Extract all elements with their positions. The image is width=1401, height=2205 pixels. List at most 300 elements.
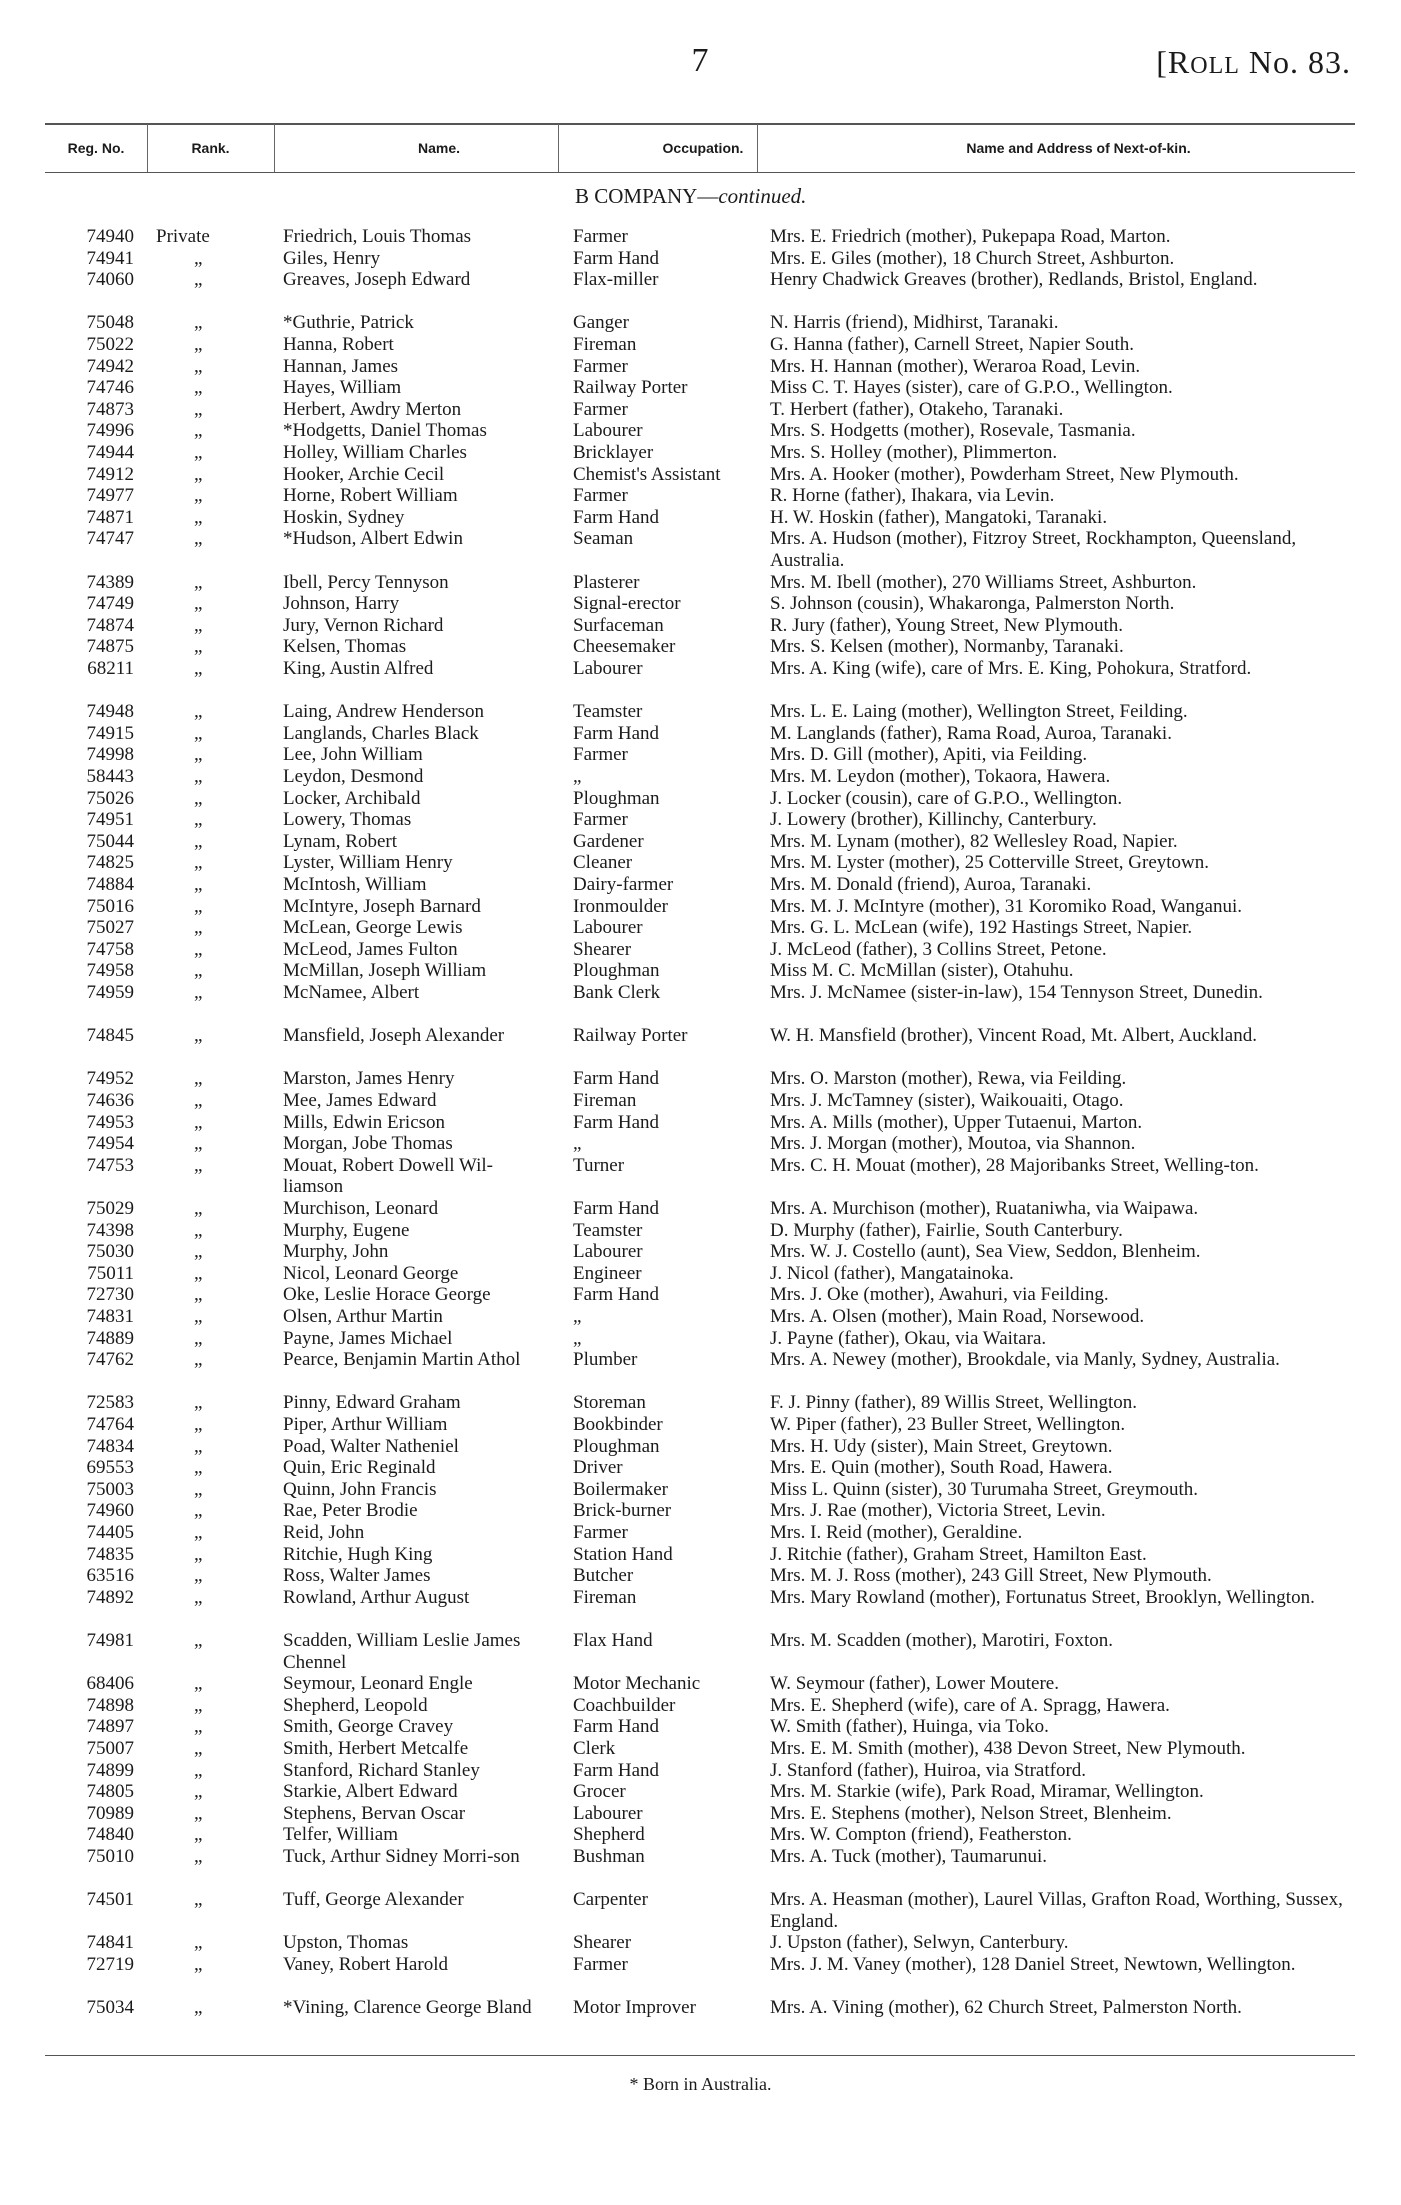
next-of-kin: G. Hanna (father), Carnell Street, Napier South. bbox=[770, 334, 1135, 355]
next-of-kin: J. Ritchie (father), Graham Street, Hamilton East. bbox=[770, 1543, 1147, 1565]
occupation: Bushman bbox=[573, 1846, 645, 1867]
reg-number: 74981 bbox=[86, 1630, 134, 1651]
rank: „ bbox=[194, 982, 203, 1003]
soldier-name: Nicol, Leonard George bbox=[283, 1262, 459, 1284]
rank: „ bbox=[194, 1284, 203, 1306]
occupation: Teamster bbox=[573, 1219, 643, 1241]
next-of-kin: Mrs. M. Leydon (mother), Tokaora, Hawera. bbox=[770, 766, 1111, 787]
occupation: Driver bbox=[573, 1457, 623, 1479]
occupation: Ploughman bbox=[573, 960, 660, 982]
rank: „ bbox=[194, 571, 203, 593]
next-of-kin: F. J. Pinny (father), 89 Willis Street, Wellington. bbox=[770, 1392, 1138, 1414]
rank: „ bbox=[194, 377, 203, 399]
soldier-name: Tuck, Arthur Sidney Morri-son bbox=[283, 1846, 520, 1867]
rank: „ bbox=[194, 1802, 203, 1824]
soldier-name: Ritchie, Hugh King bbox=[283, 1543, 433, 1565]
next-of-kin: Mrs. A. Hooker (mother), Powderham Street, New Plymouth. bbox=[770, 463, 1239, 485]
reg-number: 74060 bbox=[86, 269, 134, 291]
reg-number: 75048 bbox=[86, 312, 134, 334]
next-of-kin: Mrs. S. Kelsen (mother), Normanby, Taranaki. bbox=[770, 636, 1124, 658]
soldier-name: Friedrich, Louis Thomas bbox=[283, 226, 472, 247]
next-of-kin: Mrs. A. Olsen (mother), Main Road, Norsewood. bbox=[770, 1306, 1145, 1327]
next-of-kin: Mrs. E. Giles (mother), 18 Church Street, Ashburton. bbox=[770, 247, 1175, 269]
next-of-kin: Henry Chadwick Greaves (brother), Redlands, Bristol, England. bbox=[770, 269, 1258, 291]
rank: „ bbox=[194, 593, 203, 615]
header-divider bbox=[757, 124, 758, 172]
rank: „ bbox=[194, 1673, 203, 1695]
next-of-kin: Mrs. E. Shepherd (wife), care of A. Spragg, Hawera. bbox=[770, 1694, 1170, 1716]
occupation: Cleaner bbox=[573, 852, 633, 874]
reg-number: 75026 bbox=[86, 787, 134, 809]
rank: „ bbox=[194, 442, 203, 463]
occupation: Turner bbox=[573, 1154, 625, 1176]
reg-number: 75010 bbox=[86, 1846, 134, 1867]
rank: „ bbox=[194, 1586, 203, 1608]
reg-number: 74835 bbox=[86, 1543, 134, 1565]
soldier-name: Quinn, John Francis bbox=[283, 1478, 437, 1500]
reg-number: 75007 bbox=[86, 1738, 134, 1759]
soldier-name: Murphy, John bbox=[283, 1241, 389, 1263]
next-of-kin: W. H. Mansfield (brother), Vincent Road, Mt. Albert, Auckland. bbox=[770, 1025, 1257, 1047]
next-of-kin: Mrs. W. Compton (friend), Featherston. bbox=[770, 1824, 1072, 1846]
occupation: Chemist's Assistant bbox=[573, 463, 721, 485]
reg-number: 74762 bbox=[86, 1349, 134, 1371]
occupation: Farm Hand bbox=[573, 1759, 660, 1781]
next-of-kin: Mrs. M. Donald (friend), Auroa, Taranaki. bbox=[770, 874, 1092, 895]
rank: „ bbox=[194, 355, 203, 377]
occupation: Motor Improver bbox=[573, 1997, 696, 2019]
soldier-name: *Guthrie, Patrick bbox=[283, 312, 414, 334]
reg-number: 75027 bbox=[86, 917, 134, 939]
rank: „ bbox=[194, 636, 203, 658]
rank: „ bbox=[194, 1306, 203, 1327]
reg-number: 74954 bbox=[86, 1133, 134, 1155]
header-rank: Rank. bbox=[191, 140, 230, 156]
rank: „ bbox=[194, 1457, 203, 1479]
rank: „ bbox=[194, 506, 203, 528]
occupation: Fireman bbox=[573, 1586, 637, 1608]
header-divider bbox=[558, 124, 559, 172]
next-of-kin: Mrs. M. Lynam (mother), 82 Wellesley Road, Napier. bbox=[770, 830, 1178, 852]
rank: „ bbox=[194, 1500, 203, 1522]
soldier-name: Starkie, Albert Edward bbox=[283, 1781, 458, 1803]
rank: „ bbox=[194, 1522, 203, 1543]
rank: „ bbox=[194, 1262, 203, 1284]
rank: „ bbox=[194, 917, 203, 939]
occupation: Farmer bbox=[573, 744, 628, 766]
rank: „ bbox=[194, 1349, 203, 1371]
rank: Private bbox=[156, 226, 210, 247]
rank: „ bbox=[194, 874, 203, 895]
header-divider bbox=[147, 124, 148, 172]
soldier-name: Seymour, Leonard Engle bbox=[283, 1673, 473, 1695]
soldier-name: Jury, Vernon Richard bbox=[283, 614, 444, 636]
reg-number: 74958 bbox=[86, 960, 134, 982]
next-of-kin: H. W. Hoskin (father), Mangatoki, Taranaki. bbox=[770, 506, 1108, 528]
soldier-name: Hanna, Robert bbox=[283, 334, 394, 355]
next-of-kin: Mrs. M. J. Ross (mother), 243 Gill Street, New Plymouth. bbox=[770, 1565, 1212, 1587]
occupation: Butcher bbox=[573, 1565, 634, 1587]
header-reg: Reg. No. bbox=[67, 140, 125, 156]
next-of-kin: Mrs. A. Vining (mother), 62 Church Street, Palmerston North. bbox=[770, 1997, 1242, 2019]
rank: „ bbox=[194, 614, 203, 636]
next-of-kin: Miss C. T. Hayes (sister), care of G.P.O., Wellington. bbox=[770, 377, 1173, 399]
occupation: Dairy-farmer bbox=[573, 874, 674, 895]
rank: „ bbox=[194, 1219, 203, 1241]
soldier-name: Mansfield, Joseph Alexander bbox=[283, 1025, 505, 1047]
reg-number: 74805 bbox=[86, 1781, 134, 1803]
soldier-name: Locker, Archibald bbox=[283, 787, 421, 809]
reg-number: 74977 bbox=[86, 485, 134, 507]
soldier-name: Payne, James Michael bbox=[283, 1327, 453, 1349]
reg-number: 74941 bbox=[86, 247, 134, 269]
reg-number: 75030 bbox=[86, 1241, 134, 1263]
next-of-kin: Mrs. H. Hannan (mother), Weraroa Road, Levin. bbox=[770, 355, 1141, 377]
rank: „ bbox=[194, 398, 203, 420]
occupation: Flax Hand bbox=[573, 1630, 653, 1651]
occupation: Bricklayer bbox=[573, 442, 654, 463]
rank: „ bbox=[194, 1694, 203, 1716]
reg-number: 58443 bbox=[86, 766, 134, 787]
soldier-name: Oke, Leslie Horace George bbox=[283, 1284, 491, 1306]
reg-number: 74405 bbox=[86, 1522, 134, 1543]
soldier-name: Morgan, Jobe Thomas bbox=[283, 1133, 453, 1155]
rank: „ bbox=[194, 658, 203, 679]
rank: „ bbox=[194, 1846, 203, 1867]
reg-number: 74951 bbox=[86, 809, 134, 831]
rank: „ bbox=[194, 1565, 203, 1587]
reg-number: 68406 bbox=[86, 1673, 134, 1695]
occupation: Labourer bbox=[573, 658, 643, 679]
soldier-name: Hannan, James bbox=[283, 355, 399, 377]
soldier-name: Telfer, William bbox=[283, 1824, 398, 1846]
reg-number: 74960 bbox=[86, 1500, 134, 1522]
occupation: „ bbox=[573, 1306, 582, 1327]
rank: „ bbox=[194, 1478, 203, 1500]
rank: „ bbox=[194, 722, 203, 744]
reg-number: 69553 bbox=[86, 1457, 134, 1479]
occupation: Shearer bbox=[573, 1932, 632, 1954]
occupation: Farmer bbox=[573, 485, 628, 507]
rank: „ bbox=[194, 1759, 203, 1781]
next-of-kin: Mrs. O. Marston (mother), Rewa, via Feilding. bbox=[770, 1068, 1127, 1090]
soldier-name: Reid, John bbox=[283, 1522, 365, 1543]
next-of-kin: Mrs. J. McTamney (sister), Waikouaiti, Otago. bbox=[770, 1090, 1124, 1111]
occupation: Labourer bbox=[573, 420, 643, 442]
soldier-name: Lyster, William Henry bbox=[283, 852, 453, 874]
next-of-kin: Mrs. A. Tuck (mother), Taumarunui. bbox=[770, 1846, 1047, 1867]
reg-number: 75016 bbox=[86, 895, 134, 917]
next-of-kin: Mrs. A. Mills (mother), Upper Tutaenui, Marton. bbox=[770, 1111, 1143, 1133]
rank: „ bbox=[194, 247, 203, 269]
occupation: Seaman bbox=[573, 528, 634, 550]
occupation: Boilermaker bbox=[573, 1478, 668, 1500]
rank: „ bbox=[194, 1997, 203, 2019]
soldier-name: McLeod, James Fulton bbox=[283, 938, 458, 960]
soldier-name: Smith, George Cravey bbox=[283, 1716, 454, 1738]
rank: „ bbox=[194, 1435, 203, 1457]
occupation: Ganger bbox=[573, 312, 629, 334]
soldier-name: Rae, Peter Brodie bbox=[283, 1500, 418, 1522]
soldier-name: Johnson, Harry bbox=[283, 593, 400, 615]
occupation: Plumber bbox=[573, 1349, 638, 1371]
footnote: * Born in Australia. bbox=[629, 2074, 772, 2094]
occupation: Fireman bbox=[573, 334, 637, 355]
next-of-kin: Mrs. A. Murchison (mother), Ruataniwha, via Waipawa. bbox=[770, 1198, 1199, 1219]
rank: „ bbox=[194, 1781, 203, 1803]
next-of-kin: J. Locker (cousin), care of G.P.O., Wellington. bbox=[770, 787, 1123, 809]
reg-number: 74749 bbox=[86, 593, 134, 615]
occupation: Farm Hand bbox=[573, 1284, 660, 1306]
occupation: Storeman bbox=[573, 1392, 646, 1414]
next-of-kin: Mrs. C. H. Mouat (mother), 28 Majoribanks Street, Welling-ton. bbox=[770, 1154, 1259, 1176]
occupation: Railway Porter bbox=[573, 1025, 688, 1047]
header-occupation: Occupation. bbox=[662, 140, 744, 156]
soldier-name: Stephens, Bervan Oscar bbox=[283, 1802, 466, 1824]
next-of-kin: J. Lowery (brother), Killinchy, Canterbury. bbox=[770, 809, 1097, 831]
rank: „ bbox=[194, 1241, 203, 1263]
occupation: Coachbuilder bbox=[573, 1694, 676, 1716]
rank: „ bbox=[194, 1198, 203, 1219]
next-of-kin: Mrs. M. Ibell (mother), 270 Williams Street, Ashburton. bbox=[770, 571, 1197, 593]
next-of-kin: R. Jury (father), Young Street, New Plymouth. bbox=[770, 614, 1124, 636]
next-of-kin: Mrs. S. Holley (mother), Plimmerton. bbox=[770, 442, 1058, 463]
reg-number: 74398 bbox=[86, 1219, 134, 1241]
reg-number: 74959 bbox=[86, 982, 134, 1003]
soldier-name: Herbert, Awdry Merton bbox=[283, 398, 462, 420]
rank: „ bbox=[194, 809, 203, 831]
rank: „ bbox=[194, 1414, 203, 1435]
soldier-name: Pearce, Benjamin Martin Athol bbox=[283, 1349, 521, 1371]
next-of-kin: M. Langlands (father), Rama Road, Auroa, Taranaki. bbox=[770, 722, 1172, 744]
rank: „ bbox=[194, 1543, 203, 1565]
reg-number: 74873 bbox=[86, 398, 134, 420]
next-of-kin: Mrs. H. Udy (sister), Main Street, Greytown. bbox=[770, 1435, 1113, 1457]
reg-number: 72719 bbox=[86, 1954, 134, 1975]
occupation: Shepherd bbox=[573, 1824, 645, 1846]
soldier-name: Lowery, Thomas bbox=[283, 809, 412, 831]
header-name: Name. bbox=[417, 140, 461, 156]
occupation: Farmer bbox=[573, 809, 628, 831]
reg-number: 68211 bbox=[87, 658, 134, 679]
next-of-kin: Mrs. E. Quin (mother), South Road, Hawera. bbox=[770, 1457, 1113, 1479]
soldier-name: McIntosh, William bbox=[283, 874, 427, 895]
next-of-kin: Miss L. Quinn (sister), 30 Turumaha Street, Greymouth. bbox=[770, 1478, 1199, 1500]
reg-number: 72730 bbox=[86, 1284, 134, 1306]
reg-number: 74874 bbox=[86, 614, 134, 636]
occupation: Farm Hand bbox=[573, 247, 660, 269]
rank: „ bbox=[194, 1111, 203, 1133]
soldier-name: Marston, James Henry bbox=[283, 1068, 455, 1090]
next-of-kin: Mrs. A. King (wife), care of Mrs. E. King, Pohokura, Stratford. bbox=[770, 658, 1252, 679]
next-of-kin: Mrs. S. Hodgetts (mother), Rosevale, Tasmania. bbox=[770, 420, 1136, 442]
rank: „ bbox=[194, 1889, 203, 1911]
next-of-kin: Mrs. J. McNamee (sister-in-law), 154 Tennyson Street, Dunedin. bbox=[770, 982, 1263, 1003]
rank: „ bbox=[194, 1068, 203, 1090]
rank: „ bbox=[194, 1630, 203, 1651]
next-of-kin: Mrs. A. Newey (mother), Brookdale, via Manly, Sydney, Australia. bbox=[770, 1349, 1280, 1371]
reg-number: 74912 bbox=[86, 463, 134, 485]
soldier-name: Poad, Walter Natheniel bbox=[283, 1435, 459, 1457]
next-of-kin: D. Murphy (father), Fairlie, South Canterbury. bbox=[770, 1219, 1123, 1241]
soldier-name: Smith, Herbert Metcalfe bbox=[283, 1738, 469, 1759]
occupation: Railway Porter bbox=[573, 377, 688, 399]
soldier-name: Ross, Walter James bbox=[283, 1565, 431, 1587]
rank: „ bbox=[194, 1954, 203, 1975]
reg-number: 75003 bbox=[86, 1478, 134, 1500]
table-header bbox=[45, 124, 1355, 172]
occupation: Farmer bbox=[573, 355, 628, 377]
soldier-name: McIntyre, Joseph Barnard bbox=[283, 895, 481, 917]
reg-number: 74996 bbox=[86, 420, 134, 442]
next-of-kin: Mrs. D. Gill (mother), Apiti, via Feilding. bbox=[770, 744, 1088, 766]
reg-number: 75034 bbox=[86, 1997, 134, 2019]
occupation: Motor Mechanic bbox=[573, 1673, 701, 1695]
rank: „ bbox=[194, 1025, 203, 1047]
next-of-kin: Mrs. Mary Rowland (mother), Fortunatus Street, Brooklyn, Wellington. bbox=[770, 1586, 1315, 1608]
next-of-kin: Miss M. C. McMillan (sister), Otahuhu. bbox=[770, 960, 1074, 982]
soldier-name: Rowland, Arthur August bbox=[283, 1586, 470, 1608]
next-of-kin: N. Harris (friend), Midhirst, Taranaki. bbox=[770, 312, 1059, 334]
reg-number: 74948 bbox=[86, 701, 134, 723]
occupation: Clerk bbox=[573, 1738, 616, 1759]
reg-number: 75022 bbox=[86, 334, 134, 355]
occupation: Signal-erector bbox=[573, 593, 681, 615]
soldier-name: Lee, John William bbox=[283, 744, 423, 766]
occupation: „ bbox=[573, 766, 582, 787]
reg-number: 74940 bbox=[86, 226, 134, 247]
next-of-kin: Mrs. M. J. McIntyre (mother), 31 Koromiko Road, Wanganui. bbox=[770, 895, 1242, 917]
reg-number: 63516 bbox=[86, 1565, 134, 1587]
rank: „ bbox=[194, 766, 203, 787]
soldier-name: Holley, William Charles bbox=[283, 442, 467, 463]
soldier-name: McNamee, Albert bbox=[283, 982, 420, 1003]
soldier-name: Pinny, Edward Graham bbox=[283, 1392, 461, 1414]
occupation: Farm Hand bbox=[573, 1111, 660, 1133]
reg-number: 74898 bbox=[86, 1694, 134, 1716]
soldier-name: Hooker, Archie Cecil bbox=[283, 463, 445, 485]
rank: „ bbox=[194, 938, 203, 960]
soldier-name: Shepherd, Leopold bbox=[283, 1694, 428, 1716]
next-of-kin: Mrs. A. Heasman (mother), Laurel Villas, Grafton Road, Worthing, Sussex, England. bbox=[770, 1889, 1343, 1932]
next-of-kin: Mrs. J. Oke (mother), Awahuri, via Feilding. bbox=[770, 1284, 1109, 1306]
reg-number: 74825 bbox=[86, 852, 134, 874]
rank: „ bbox=[194, 852, 203, 874]
soldier-name: Laing, Andrew Henderson bbox=[283, 701, 485, 723]
rank: „ bbox=[194, 1090, 203, 1111]
rank: „ bbox=[194, 312, 203, 334]
soldier-name: Giles, Henry bbox=[283, 247, 381, 269]
soldier-name: Mee, James Edward bbox=[283, 1090, 437, 1111]
occupation: Ploughman bbox=[573, 787, 660, 809]
soldier-name: Scadden, William Leslie James Chennel bbox=[283, 1630, 521, 1673]
next-of-kin: Mrs. E. Friedrich (mother), Pukepapa Road, Marton. bbox=[770, 226, 1171, 247]
occupation: Carpenter bbox=[573, 1889, 648, 1911]
next-of-kin: Mrs. E. Stephens (mother), Nelson Street, Blenheim. bbox=[770, 1802, 1172, 1824]
rank: „ bbox=[194, 1824, 203, 1846]
next-of-kin: J. Payne (father), Okau, via Waitara. bbox=[770, 1327, 1047, 1349]
reg-number: 74758 bbox=[86, 938, 134, 960]
soldier-name: Greaves, Joseph Edward bbox=[283, 269, 471, 291]
soldier-name: Quin, Eric Reginald bbox=[283, 1457, 436, 1479]
next-of-kin: Mrs. M. Scadden (mother), Marotiri, Foxton. bbox=[770, 1630, 1114, 1651]
occupation: Farmer bbox=[573, 1954, 628, 1975]
occupation: Bookbinder bbox=[573, 1414, 663, 1435]
occupation: Gardener bbox=[573, 830, 644, 852]
occupation: Labourer bbox=[573, 1241, 643, 1263]
reg-number: 70989 bbox=[86, 1802, 134, 1824]
occupation: Shearer bbox=[573, 938, 632, 960]
soldier-name: Leydon, Desmond bbox=[283, 766, 424, 787]
occupation: „ bbox=[573, 1327, 582, 1349]
rank: „ bbox=[194, 1716, 203, 1738]
soldier-name: Upston, Thomas bbox=[283, 1932, 409, 1954]
reg-number: 74831 bbox=[86, 1306, 134, 1327]
soldier-name: Murphy, Eugene bbox=[283, 1219, 410, 1241]
next-of-kin: R. Horne (father), Ihakara, via Levin. bbox=[770, 485, 1055, 507]
occupation: Engineer bbox=[573, 1262, 642, 1284]
next-of-kin: Mrs. A. Hudson (mother), Fitzroy Street, Rockhampton, Queensland, Australia. bbox=[770, 528, 1297, 571]
occupation: Farmer bbox=[573, 1522, 628, 1543]
reg-number: 74899 bbox=[86, 1759, 134, 1781]
reg-number: 74875 bbox=[86, 636, 134, 658]
reg-number: 74746 bbox=[86, 377, 134, 399]
next-of-kin: Mrs. L. E. Laing (mother), Wellington Street, Feilding. bbox=[770, 701, 1188, 723]
occupation: Teamster bbox=[573, 701, 643, 723]
next-of-kin: Mrs. J. Rae (mother), Victoria Street, Levin. bbox=[770, 1500, 1106, 1522]
next-of-kin: Mrs. W. J. Costello (aunt), Sea View, Seddon, Blenheim. bbox=[770, 1241, 1201, 1263]
next-of-kin: Mrs. J. Morgan (mother), Moutoa, via Shannon. bbox=[770, 1133, 1136, 1155]
next-of-kin: Mrs. J. M. Vaney (mother), 128 Daniel Street, Newtown, Wellington. bbox=[770, 1954, 1296, 1975]
soldier-name: McMillan, Joseph William bbox=[283, 960, 487, 982]
occupation: Cheesemaker bbox=[573, 636, 676, 658]
roll-number: [ROLL No. 83. bbox=[1156, 44, 1351, 80]
reg-number: 75029 bbox=[86, 1198, 134, 1219]
occupation: Farmer bbox=[573, 398, 628, 420]
header-divider bbox=[274, 124, 275, 172]
occupation: Grocer bbox=[573, 1781, 626, 1803]
occupation: Bank Clerk bbox=[573, 982, 661, 1003]
soldier-name: *Hudson, Albert Edwin bbox=[283, 528, 463, 550]
rank: „ bbox=[194, 1133, 203, 1155]
reg-number: 74841 bbox=[86, 1932, 134, 1954]
occupation: Farm Hand bbox=[573, 506, 660, 528]
rank: „ bbox=[194, 1154, 203, 1176]
soldier-name: Langlands, Charles Black bbox=[283, 722, 479, 744]
rank: „ bbox=[194, 463, 203, 485]
occupation: Labourer bbox=[573, 1802, 643, 1824]
rank: „ bbox=[194, 420, 203, 442]
rank: „ bbox=[194, 269, 203, 291]
rank: „ bbox=[194, 701, 203, 723]
reg-number: 74942 bbox=[86, 355, 134, 377]
soldier-name: McLean, George Lewis bbox=[283, 917, 463, 939]
soldier-name: *Vining, Clarence George Bland bbox=[283, 1997, 532, 2019]
reg-number: 74871 bbox=[86, 506, 134, 528]
next-of-kin: J. Nicol (father), Mangatainoka. bbox=[770, 1262, 1014, 1284]
reg-number: 74834 bbox=[86, 1435, 134, 1457]
occupation: Brick-burner bbox=[573, 1500, 672, 1522]
reg-number: 72583 bbox=[86, 1392, 134, 1414]
occupation: Ploughman bbox=[573, 1435, 660, 1457]
occupation: Ironmoulder bbox=[573, 895, 668, 917]
header-bottom-rule bbox=[45, 172, 1355, 173]
occupation: Farmer bbox=[573, 226, 628, 247]
occupation: Farm Hand bbox=[573, 1716, 660, 1738]
reg-number: 74501 bbox=[86, 1889, 134, 1911]
occupation: Flax-miller bbox=[573, 269, 659, 291]
header-kin: Name and Address of Next-of-kin. bbox=[966, 140, 1191, 156]
